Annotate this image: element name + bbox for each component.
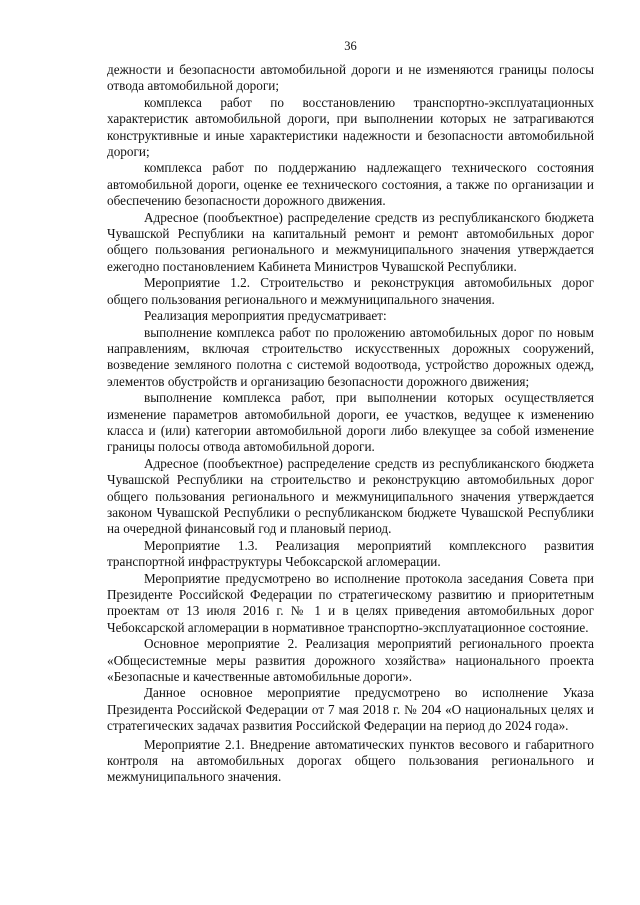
paragraph-3: комплекса работ по поддержанию надлежащего технического состояния автомобильной дороги, оценке ее технического состояния, а также по организации и обеспечению безопасности дорожного движения. bbox=[107, 160, 594, 209]
page-number: 36 bbox=[344, 39, 357, 53]
paragraph-9: Адресное (пообъектное) распределение средств из республиканского бюджета Чувашской Республики на строительство и реконструкцию автомобильных дорог общего пользования регионального и межмуниципального значения утверждается законом Чувашской Республики о республиканском бюджете Чувашской Республики на очередной финансовый год и плановый период. bbox=[107, 455, 594, 537]
paragraph-1: дежности и безопасности автомобильной дороги и не изменяются границы полосы отвода автомобильной дороги; bbox=[107, 62, 594, 94]
paragraph-5: Мероприятие 1.2. Строительство и реконструкция автомобильных дорог общего пользования регионального и межмуниципального значения. bbox=[107, 275, 594, 307]
paragraph-7: выполнение комплекса работ по проложению автомобильных дорог по новым направлениям, включая строительство искусственных дорожных сооружений, возведение земляного полотна с системой водоотвода, устройство дорожных одежд, элементов обустройств и организацию безопасности дорожного движения; bbox=[107, 324, 594, 389]
paragraph-6: Реализация мероприятия предусматривает: bbox=[144, 308, 387, 324]
paragraph-13: Данное основное мероприятие предусмотрено во исполнение Указа Президента Российской Федерации от 7 мая 2018 г. № 204 «О национальных целях и стратегических задачах развития Российской Федерации на период до 2024 года». bbox=[107, 685, 594, 734]
body-text bbox=[107, 62, 594, 786]
paragraph-12: Основное мероприятие 2. Реализация мероприятий регионального проекта «Общесистемные меры развития дорожного хозяйства» национального проекта «Безопасные и качественные автомобильные дороги». bbox=[107, 636, 594, 685]
paragraph-11: Мероприятие предусмотрено во исполнение протокола заседания Совета при Президенте Российской Федерации по стратегическому развитию и приоритетным проектам от 13 июля 2016 г. № 1 и в целях приведения автомобильных дорог Чебоксарской агломерации в нормативное транспортно-эксплуатационное состояние. bbox=[107, 570, 594, 635]
paragraph-4: Адресное (пообъектное) распределение средств из республиканского бюджета Чувашской Республики на капитальный ремонт и ремонт автомобильных дорог общего пользования регионального и межмуниципального значения утверждается ежегодно постановлением Кабинета Министров Чувашской Республики. bbox=[107, 209, 594, 274]
paragraph-8: выполнение комплекса работ, при выполнении которых осуществляется изменение параметров автомобильной дороги, ее участков, ведущее к изменению класса и (или) категории автомобильной дороги либо влекущее за собой изменение границы полосы отвода автомобильной дороги. bbox=[107, 390, 594, 455]
paragraph-14: Мероприятие 2.1. Внедрение автоматических пунктов весового и габаритного контроля на автомобильных дорогах общего пользования регионального и межмуниципального значения. bbox=[107, 736, 594, 785]
paragraph-10: Мероприятие 1.3. Реализация мероприятий комплексного развития транспортной инфраструктуры Чебоксарской агломерации. bbox=[107, 537, 594, 570]
paragraph-2: комплекса работ по восстановлению транспортно-эксплуатационных характеристик автомобильной дороги, при выполнении которых не затрагиваются конструктивные и иные характеристики надежности и безопасности автомобильной дороги; bbox=[107, 94, 594, 160]
